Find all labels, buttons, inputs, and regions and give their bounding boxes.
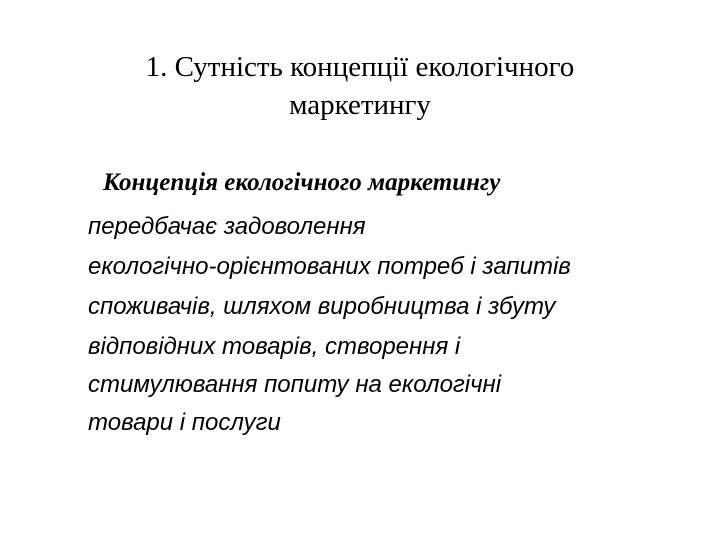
definition-line-4: відповідних товарів, створення і (88, 333, 461, 360)
slide-title-line-1: 1. Сутність концепції екологічного (145, 51, 575, 83)
definition-line-3: споживачів, шляхом виробництва і збуту (88, 293, 556, 320)
slide-title (60, 48, 660, 124)
definition-line-1: передбачає задоволення (88, 213, 366, 240)
definition-line-6: товари і послуги (88, 409, 281, 436)
definition-line-2: екологічно-орієнтованих потреб і запитів (88, 253, 571, 280)
definition-line-5: стимулювання попиту на екологічні (88, 371, 502, 398)
concept-heading: Концепція екологічного маркетингу (103, 169, 501, 196)
slide-title-line-2: маркетингу (289, 89, 431, 121)
